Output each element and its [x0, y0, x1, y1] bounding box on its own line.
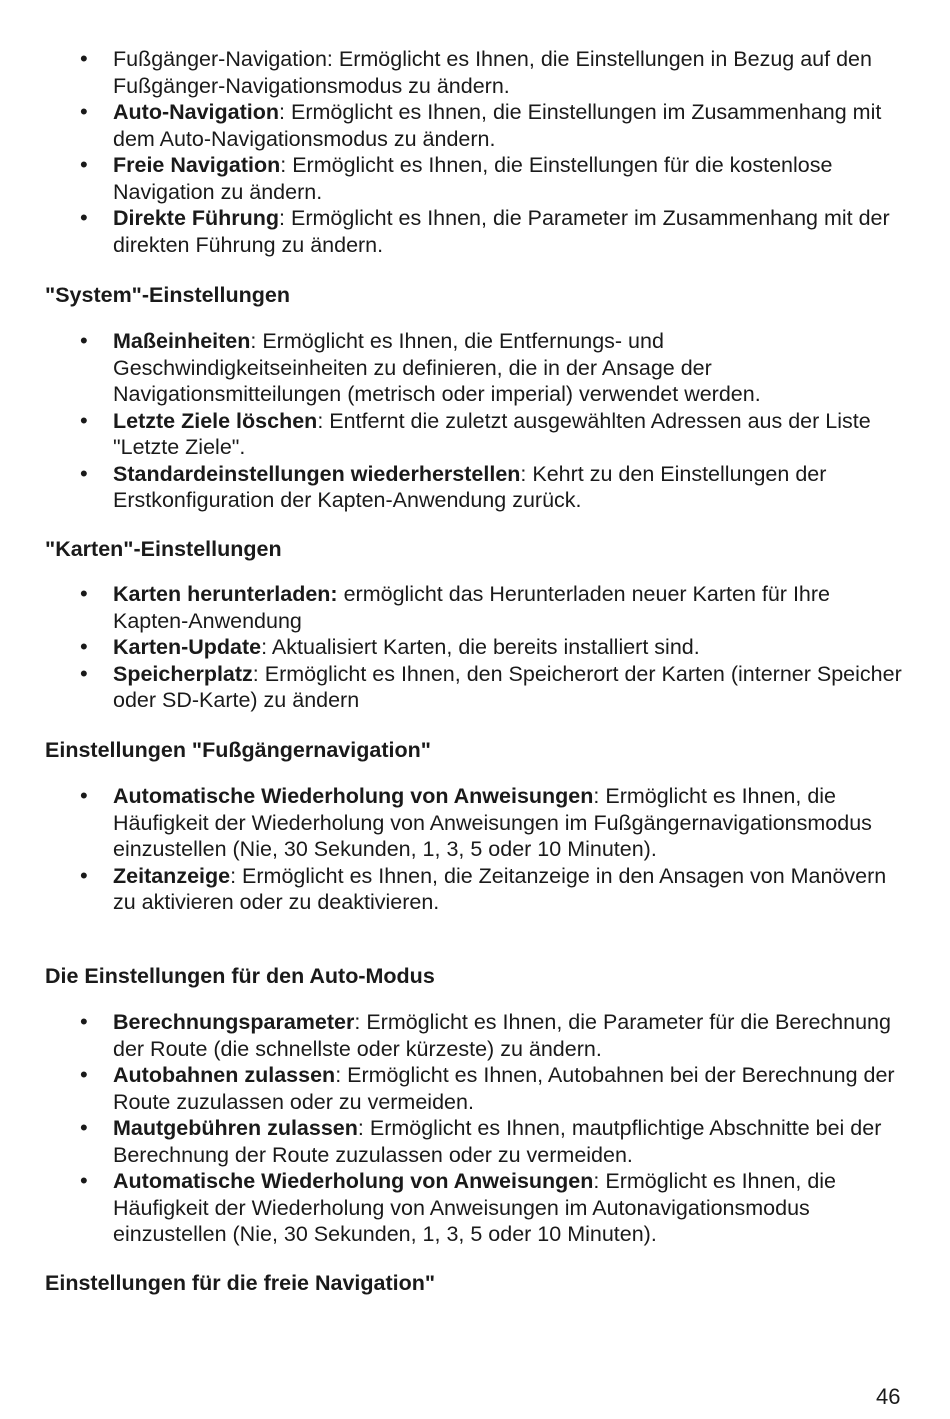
list-item-letzte-ziele: • Letzte Ziele löschen: Entfernt die zuletzt ausgewählten Adressen aus der Liste "Letzte Ziele".	[80, 407, 871, 459]
list-item-automatische-wiederholung-auto: • Automatische Wiederholung von Anweisungen: Ermöglicht es Ihnen, die Häufigkeit der Wiederholung von Anweisungen im Autonavigationsmodus einzustellen (Nie, 30 Sekunden, 1, 3, 5 oder 10 Minuten).	[80, 1168, 837, 1246]
list-item-standardeinstellungen: • Standardeinstellungen wiederherstellen: Kehrt zu den Einstellungen der Erstkonfiguration der Kapten-Anwendung zurück.	[80, 460, 827, 512]
fussgaenger-settings-list	[0, 783, 950, 916]
list-item-speicherplatz: • Speicherplatz: Ermöglicht es Ihnen, den Speicherort der Karten (interner Speicher oder SD-Karte) zu ändern	[80, 660, 902, 712]
list-item-karten-update: • Karten-Update: Aktualisiert Karten, die bereits installiert sind.	[80, 634, 700, 659]
bullet-icon: •	[80, 660, 88, 686]
section-heading-fussgaengernavigation: Einstellungen "Fußgängernavigation"	[45, 738, 431, 762]
bullet-icon: •	[80, 783, 88, 808]
bullet-icon: •	[80, 1168, 88, 1193]
navigation-modes-list	[0, 46, 950, 258]
section-heading-karten: "Karten"-Einstellungen	[45, 537, 282, 561]
list-item-fussgaenger-navigation: • Fußgänger-Navigation: Ermöglicht es Ihnen, die Einstellungen in Bezug auf den Fußgänger-Navigationsmodus zu ändern.	[80, 46, 872, 98]
bullet-icon: •	[80, 99, 88, 124]
bullet-icon: •	[80, 46, 88, 71]
bullet-icon: •	[80, 328, 88, 353]
karten-settings-list	[0, 581, 950, 714]
list-item-mautgebuehren-zulassen: • Mautgebühren zulassen: Ermöglicht es Ihnen, mautpflichtige Abschnitte bei der Berechnung der Route zuzulassen oder zu vermeiden.	[80, 1115, 882, 1167]
list-item-karten-herunterladen: • Karten herunterladen: ermöglicht das Herunterladen neuer Karten für Ihre Kapten-Anwendung	[80, 581, 830, 633]
bullet-icon: •	[80, 460, 88, 486]
section-heading-freie-navigation: Einstellungen für die freie Navigation"	[45, 1271, 436, 1295]
list-item-masseinheiten: • Maßeinheiten: Ermöglicht es Ihnen, die Entfernungs- und Geschwindigkeitseinheiten zu definieren, die in der Ansage der Navigationsmitteilungen (metrisch oder imperial) verwendet werden.	[80, 328, 761, 406]
bullet-icon: •	[80, 862, 88, 888]
page-number: 46	[876, 1384, 901, 1409]
list-item-auto-navigation: • Auto-Navigation: Ermöglicht es Ihnen, die Einstellungen im Zusammenhang mit dem Auto-Navigationsmodus zu ändern.	[80, 99, 882, 151]
bullet-icon: •	[80, 581, 88, 606]
list-item-direkte-fuehrung: • Direkte Führung: Ermöglicht es Ihnen, die Parameter im Zusammenhang mit der direkten Führung zu ändern.	[80, 205, 890, 257]
bullet-icon: •	[80, 1062, 88, 1087]
section-heading-auto-modus: Die Einstellungen für den Auto-Modus	[45, 964, 435, 988]
section-heading-system: "System"-Einstellungen	[45, 283, 290, 307]
bullet-icon: •	[80, 1115, 88, 1140]
bullet-icon: •	[80, 152, 88, 177]
list-item-autobahnen-zulassen: • Autobahnen zulassen: Ermöglicht es Ihnen, Autobahnen bei der Berechnung der Route zuzulassen oder zu vermeiden.	[80, 1062, 895, 1114]
bullet-icon: •	[80, 205, 88, 230]
list-item-zeitanzeige: • Zeitanzeige: Ermöglicht es Ihnen, die Zeitanzeige in den Ansagen von Manövern zu aktivieren oder zu deaktivieren.	[80, 862, 887, 914]
bullet-icon: •	[80, 1009, 88, 1034]
list-item-berechnungsparameter: • Berechnungsparameter: Ermöglicht es Ihnen, die Parameter für die Berechnung der Route (die schnellste oder kürzeste) zu ändern.	[80, 1009, 891, 1061]
list-item-freie-navigation: • Freie Navigation: Ermöglicht es Ihnen, die Einstellungen für die kostenlose Navigation zu ändern.	[80, 152, 833, 204]
system-settings-list	[0, 328, 950, 514]
bullet-icon: •	[80, 407, 88, 433]
bullet-icon: •	[80, 634, 88, 659]
list-item-automatische-wiederholung: • Automatische Wiederholung von Anweisungen: Ermöglicht es Ihnen, die Häufigkeit der Wiederholung von Anweisungen im Fußgängernavigationsmodus einzustellen (Nie, 30 Sekunden, 1, 3, 5 oder 10 Minuten).	[80, 783, 872, 861]
auto-modus-settings-list	[0, 1009, 950, 1248]
